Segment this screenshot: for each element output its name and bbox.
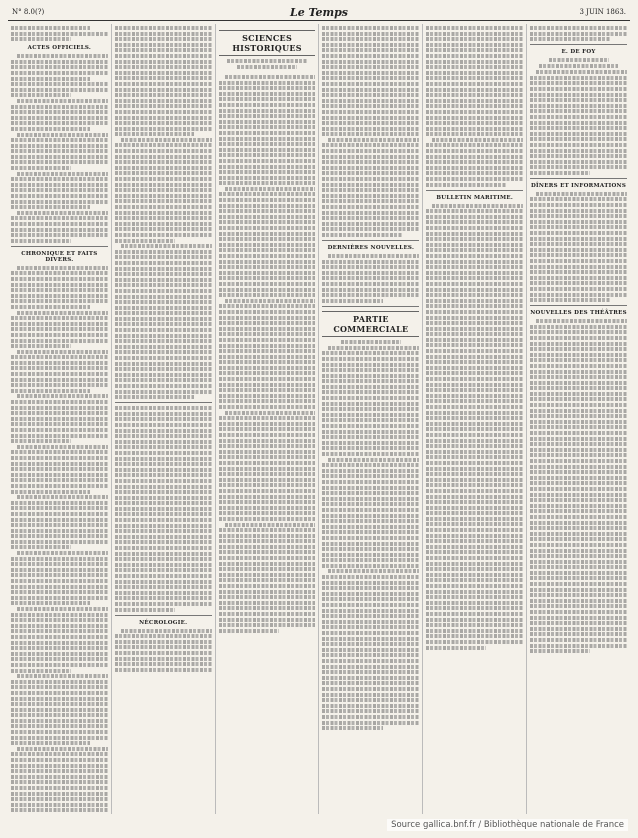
issue-date: 3 JUIN 1863. — [579, 8, 626, 16]
column-5 — [423, 24, 527, 814]
heading-chronique: CHRONIQUE ET FAITS DIVERS. — [21, 250, 98, 263]
heading-diners-informations: DÎNERS ET INFORMATIONS — [530, 182, 627, 189]
heading-e-de-foy: E. DE FOY — [561, 49, 596, 56]
heading-actes-officiels: ACTES OFFICIELS. — [27, 45, 92, 52]
source-attribution: Source gallica.bnf.fr / Bibliothèque nationale de France — [387, 819, 628, 831]
heading-partie-commerciale: PARTIE COMMERCIALE — [322, 311, 419, 337]
newspaper-title: Le Temps — [289, 6, 348, 19]
heading-nouvelles-theatres: NOUVELLES DES THÉÂTRES — [530, 310, 627, 317]
newspaper-columns — [8, 24, 630, 814]
heading-sciences-historiques: SCIENCES HISTORIQUES — [219, 30, 316, 56]
column-6 — [527, 24, 630, 814]
heading-dernieres-nouvelles: DERNIÈRES NOUVELLES. — [327, 244, 415, 251]
column-3 — [216, 24, 320, 814]
heading-necrologie: NÉCROLOGIE. — [139, 619, 188, 626]
column-2 — [112, 24, 216, 814]
column-1 — [8, 24, 112, 814]
issue-number: N° 8.0(?) — [12, 8, 45, 16]
masthead — [8, 6, 630, 21]
column-4 — [319, 24, 423, 814]
source-footer — [0, 820, 638, 834]
heading-bulletin-maritime: BULLETIN MARITIME. — [436, 194, 514, 201]
